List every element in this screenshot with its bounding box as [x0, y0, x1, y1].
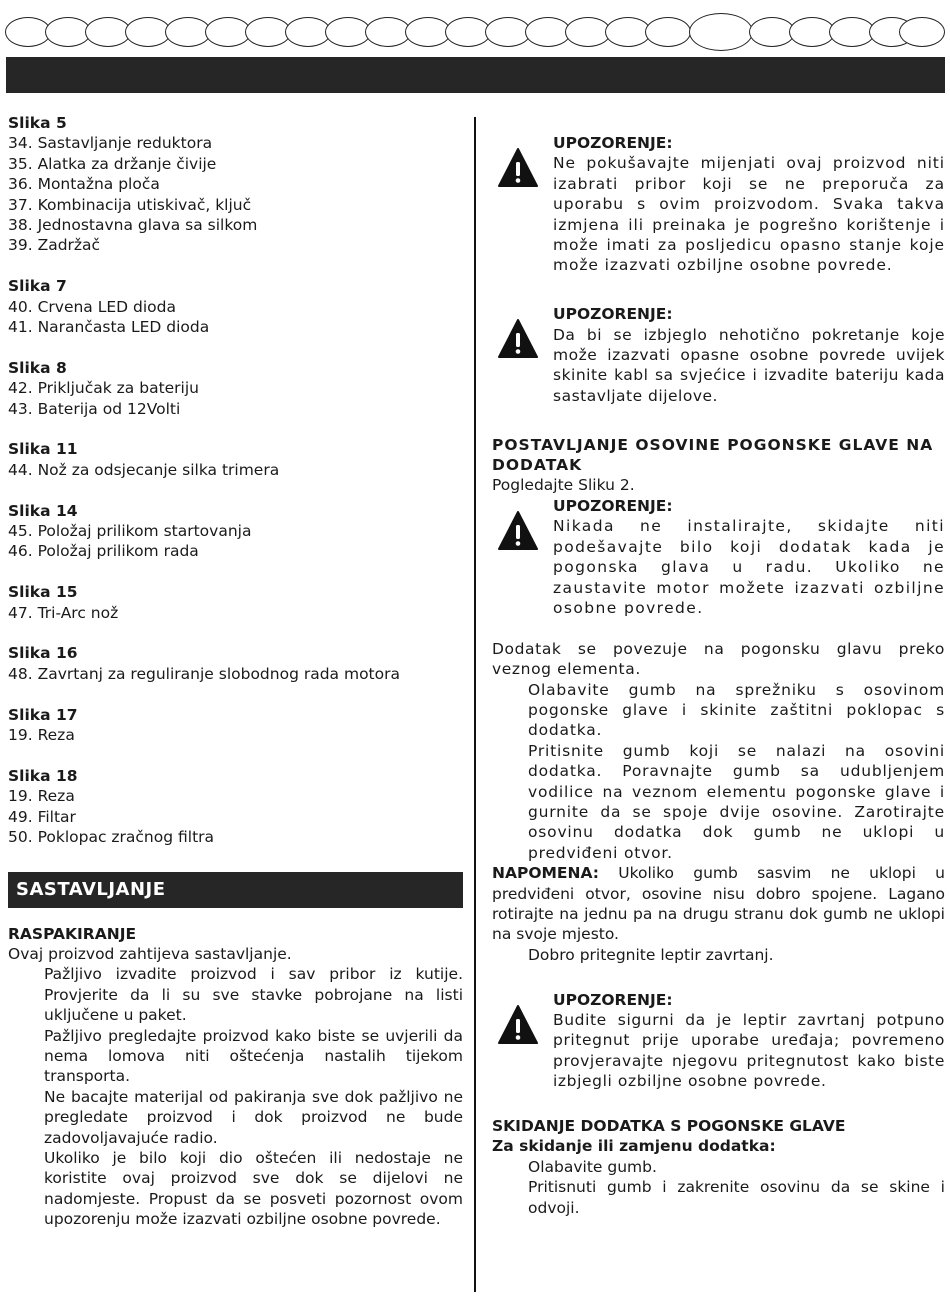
legend-item: 37. Kombinacija utiskivač, ključ [8, 195, 252, 214]
unpacking-heading: RASPAKIRANJE [8, 924, 137, 943]
legend-item: 49. Filtar [8, 807, 76, 826]
figure-legend [8, 113, 463, 848]
warning-icon [497, 318, 539, 360]
figure-reference: Pogledajte Sliku 2. [492, 476, 635, 495]
install-step: Dobro pritegnite leptir zavrtanj. [528, 945, 774, 964]
legend-item: 36. Montažna ploča [8, 175, 160, 194]
install-note [492, 863, 945, 945]
figure-title: Slika 18 [8, 766, 78, 785]
remove-subheading: Za skidanje ili zamjenu dodatka: [492, 1137, 776, 1156]
warning-block [492, 304, 945, 406]
legend-item: 35. Alatka za držanje čivije [8, 154, 217, 173]
unpacking-step: Pažljivo pregledajte proizvod kako biste se uvjerili da nema lomova niti oštećenja nastalih tijekom transporta. [44, 1026, 463, 1086]
remove-step: Pritisnuti gumb i zakrenite osovinu da se skine i odvoji. [528, 1178, 945, 1217]
legend-item: 43. Baterija od 12Volti [8, 399, 181, 418]
warning-icon [497, 1004, 539, 1046]
column-divider [474, 117, 476, 1292]
warning-text: Ne pokušavajte mijenjati ovaj proizvod niti izabrati pribor koji se ne preporuča za uporabu s ovim proizvodom. Svaka takva izmjena ili preinaka je pogrešno korištenje i može imati za posljedicu opasno stanje koje može izazvati ozbiljne osobne povrede. [553, 154, 945, 275]
header-bar [6, 57, 945, 93]
figure-title: Slika 8 [8, 358, 67, 377]
legend-item: 39. Zadržač [8, 236, 101, 255]
right-column [492, 133, 945, 1218]
figure-title: Slika 15 [8, 583, 78, 602]
install-section [492, 435, 945, 966]
legend-item: 50. Poklopac zračnog filtra [8, 828, 215, 847]
figure-title: Slika 14 [8, 501, 78, 520]
remove-section [492, 1116, 945, 1218]
install-heading: POSTAVLJANJE OSOVINE POGONSKE GLAVE NA DODATAK [492, 435, 934, 475]
warning-title: UPOZORENJE: [553, 990, 673, 1009]
unpacking-section [8, 924, 463, 1230]
legend-item: 38. Jednostavna glava sa silkom [8, 216, 258, 235]
legend-item: 19. Reza [8, 787, 75, 806]
note-label: NAPOMENA: [492, 864, 599, 883]
install-intro: Dodatak se povezuje na pogonsku glavu preko veznog elementa. [492, 639, 945, 679]
unpacking-step: Ne bacajte materijal od pakiranja sve dok pažljivo ne pregledate proizvod i dok proizvod ne bude zadovoljavajuće radio. [44, 1087, 463, 1147]
figure-title: Slika 5 [8, 114, 67, 132]
chapter-oval [645, 17, 691, 47]
legend-item: 44. Nož za odsjecanje silka trimera [8, 460, 280, 479]
legend-item: 47. Tri-Arc nož [8, 603, 119, 622]
legend-item: 46. Položaj prilikom rada [8, 542, 199, 561]
warning-block [492, 990, 945, 1092]
left-column [8, 113, 463, 1230]
legend-item: 48. Zavrtanj za reguliranje slobodnog rada motora [8, 664, 400, 683]
figure-title: Slika 17 [8, 705, 78, 724]
warning-block [492, 133, 945, 276]
figure-title: Slika 16 [8, 644, 78, 663]
unpacking-intro: Ovaj proizvod zahtijeva sastavljanje. [8, 944, 292, 963]
install-step: Pritisnite gumb koji se nalazi na osovini dodatka. Poravnajte gumb sa udubljenjem vodilice na veznom elementu pogonske glave i gurnite da se spoje dvije osovine. Zarotirajte osovinu dodatka dok gumb ne uklopi u predviđeni otvor. [528, 741, 945, 862]
unpacking-step: Ukoliko je bilo koji dio oštećen ili nedostaje ne koristite ovaj proizvod sve dok se dijelovi ne nadomjeste. Propust da se posveti pozornost ovom upozorenju može izazvati ozbiljne osobne povrede. [44, 1148, 463, 1229]
legend-item: 42. Priključak za bateriju [8, 379, 199, 398]
remove-step: Olabavite gumb. [528, 1157, 657, 1176]
warning-title: UPOZORENJE: [553, 305, 673, 324]
warning-text: Nikada ne instalirajte, skidajte niti podešavajte bilo koji dodatak kada je pogonska glava u radu. Ukoliko ne zaustavite motor možete izazvati ozbiljne osobne povrede. [553, 517, 945, 617]
warning-title: UPOZORENJE: [553, 496, 673, 515]
section-title-bar: SASTAVLJANJE [8, 872, 463, 908]
legend-item: 40. Crvena LED dioda [8, 297, 176, 316]
chapter-oval-current [689, 13, 753, 51]
legend-item: 45. Položaj prilikom startovanja [8, 522, 252, 541]
warning-text: Da bi se izbjeglo nehotično pokretanje koje može izazvati opasne osobne povrede uvijek skinite kabl sa svjećice i izvadite bateriju kada sastavljate dijelove. [553, 325, 945, 405]
figure-title: Slika 11 [8, 440, 78, 459]
warning-title: UPOZORENJE: [553, 134, 673, 152]
remove-heading: SKIDANJE DODATKA S POGONSKE GLAVE [492, 1117, 846, 1136]
unpacking-step: Pažljivo izvadite proizvod i sav pribor iz kutije. Provjerite da li su sve stavke pobrojane na listi uključene u paket. [44, 965, 463, 1025]
legend-item: 41. Narančasta LED dioda [8, 318, 210, 337]
note-text: Ukoliko gumb sasvim ne uklopi u predviđeni otvor, osovine nisu dobro spojene. Lagano rotirajte na jednu pa na drugu stranu dok gumb ne uklopi na svoje mjesto. [492, 864, 945, 944]
chapter-oval [899, 17, 945, 47]
warning-icon [497, 510, 539, 552]
warning-icon [497, 147, 539, 189]
legend-item: 19. Reza [8, 726, 75, 745]
warning-block [492, 496, 945, 618]
legend-item: 34. Sastavljanje reduktora [8, 134, 213, 153]
figure-title: Slika 7 [8, 277, 67, 296]
install-step: Olabavite gumb na sprežniku s osovinom pogonske glave i skinite zaštitni poklopac s dodatka. [528, 680, 945, 740]
warning-text: Budite sigurni da je leptir zavrtanj potpuno pritegnut prije uporabe uređaja; povremeno provjeravajte njegovu pritegnutost kako biste izbjegli ozbiljne osobne povrede. [553, 1011, 945, 1091]
